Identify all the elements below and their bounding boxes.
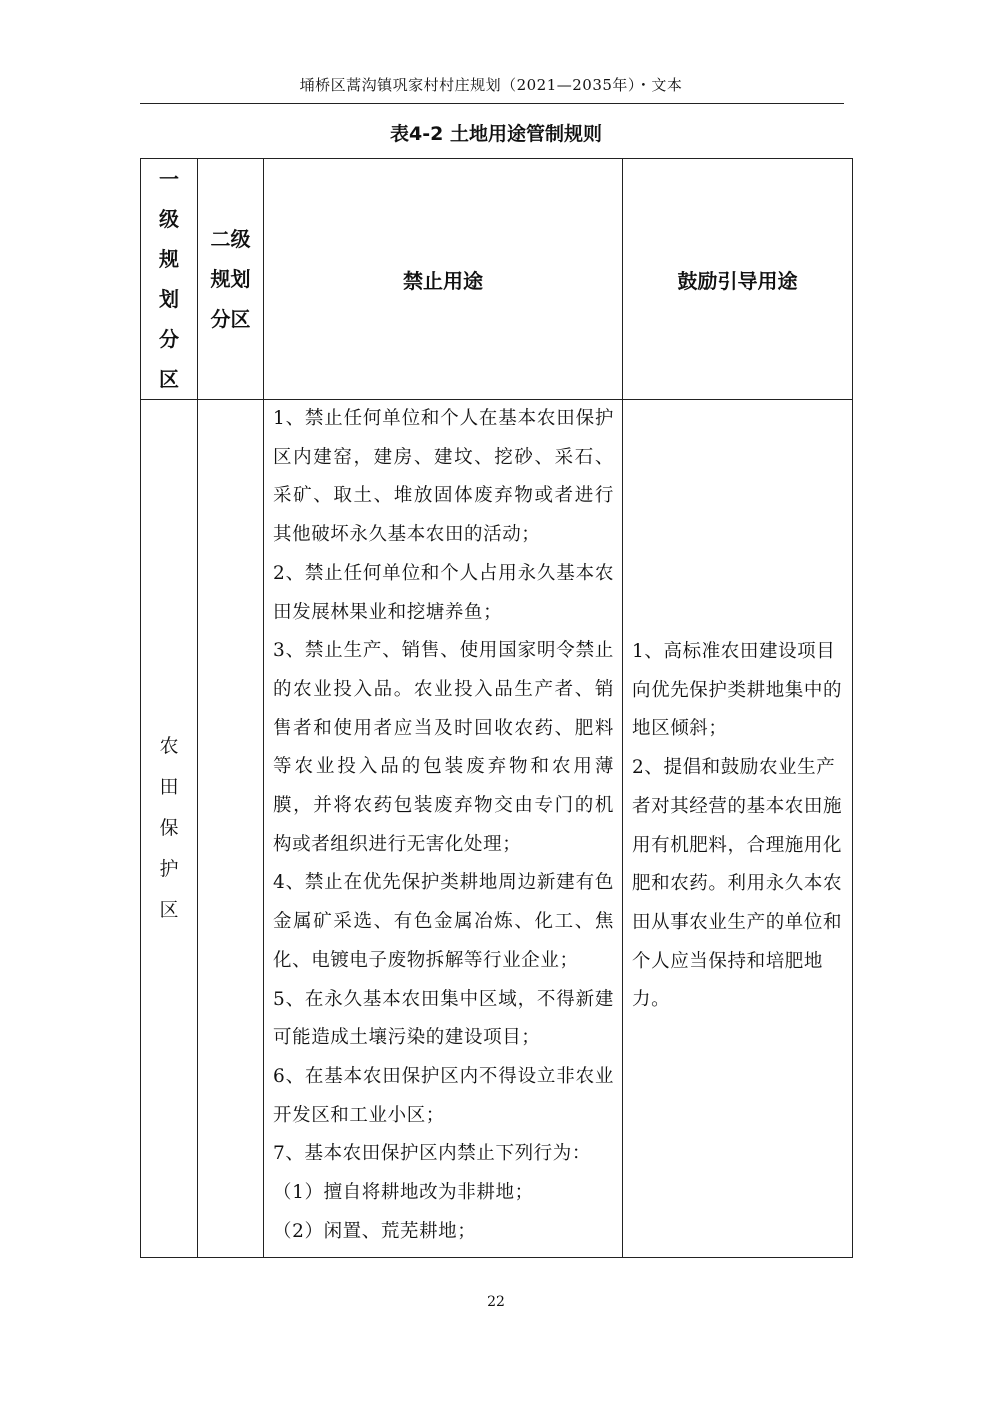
encouraged-list [623, 400, 852, 1020]
prohibited-cell [264, 400, 623, 1258]
prohibited-item: 4、禁止在优先保护类耕地周边新建有色金属矿采选、有色金属冶炼、化工、焦化、电镀电子废物拆解等行业企业； [273, 872, 614, 971]
prohibited-item: （1）擅自将耕地改为非耕地； [273, 1182, 534, 1204]
encouraged-item: 1、高标准农田建设项目向优先保护类耕地集中的地区倾斜； [632, 641, 843, 740]
prohibited-list [264, 400, 622, 1257]
table-header-row [141, 159, 853, 400]
prohibited-item: 1、禁止任何单位和个人在基本农田保护区内建窑，建房、建坟、挖砂、采石、采矿、取土、堆放固体废弃物或者进行其他破坏永久基本农田的活动； [273, 408, 614, 546]
header-prohibited-use: 禁止用途 [264, 159, 623, 400]
header-encouraged-use: 鼓励引导用途 [623, 159, 853, 400]
prohibited-item: 7、基本农田保护区内禁止下列行为： [273, 1143, 591, 1165]
header-level1-zone [141, 159, 198, 400]
encouraged-item: 2、提倡和鼓励农业生产者对其经营的基本农田施用有机肥料，合理施用化肥和农药。利用永久本农田从事农业生产的单位和个人应当保持和培肥地力。 [632, 757, 843, 1011]
header-level1-label: 一级规划分区 [159, 167, 179, 391]
category-label: 农田保护区 [159, 735, 179, 922]
header-level2-zone [198, 159, 264, 400]
prohibited-item: 5、在永久基本农田集中区域，不得新建可能造成土壤污染的建设项目； [273, 988, 614, 1049]
land-use-control-table [140, 158, 853, 1258]
table-row [141, 400, 853, 1258]
subcategory-cell [198, 400, 264, 1258]
category-cell [141, 400, 198, 1258]
prohibited-item: 3、禁止生产、销售、使用国家明令禁止的农业投入品。农业投入品生产者、销售者和使用者应当及时回收农药、肥料等农业投入品的包装废弃物和农用薄膜，并将农药包装废弃物交由专门的机构或者组织进行无害化处理； [273, 640, 614, 855]
prohibited-item: （2）闲置、荒芜耕地； [273, 1220, 477, 1242]
header-level2-label: 二级规划分区 [210, 227, 251, 331]
prohibited-item: 2、禁止任何单位和个人占用永久基本农田发展林果业和挖塘养鱼； [273, 562, 614, 623]
table-title: 表4-2 土地用途管制规则 [390, 123, 602, 145]
running-header: 埇桥区蒿沟镇巩家村村庄规划（2021—2035年）・文本 [299, 76, 683, 94]
page-number: 22 [487, 1294, 505, 1310]
prohibited-item: 6、在基本农田保护区内不得设立非农业开发区和工业小区； [273, 1065, 614, 1126]
header-divider [140, 103, 844, 104]
encouraged-cell [623, 400, 853, 1258]
